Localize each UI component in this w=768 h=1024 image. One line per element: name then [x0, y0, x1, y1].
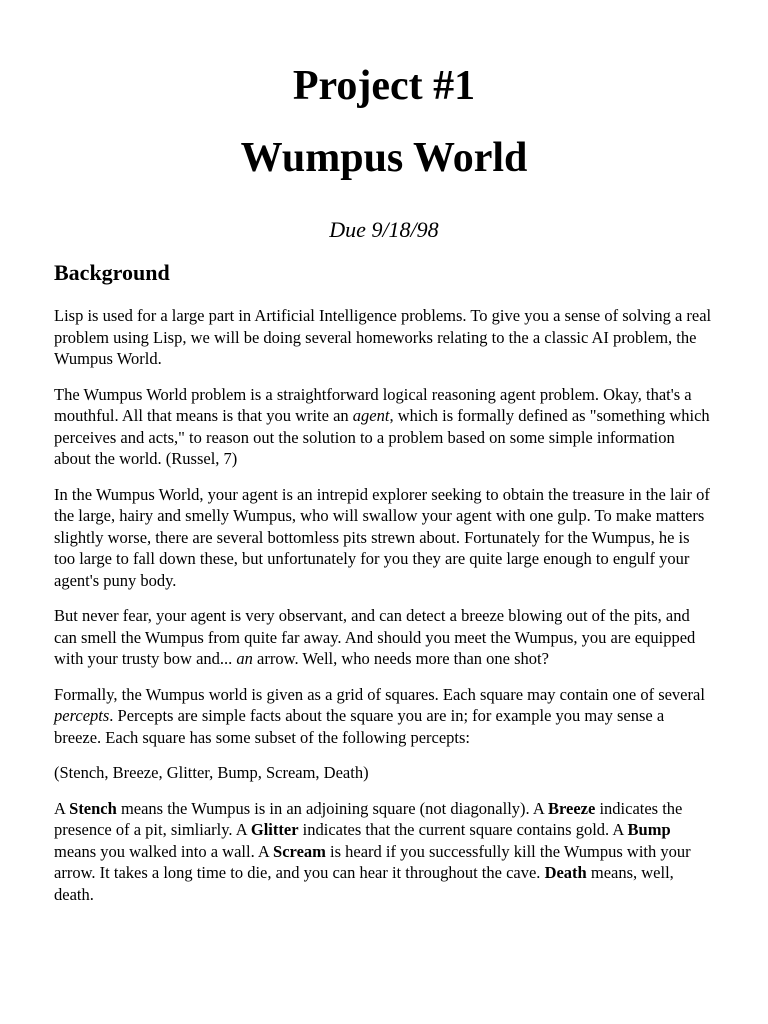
title-line-1: Project #1	[292, 63, 476, 109]
paragraph-intro: Lisp is used for a large part in Artificial Intelligence problems. To give you a sense of solving a real problem using Lisp, we will be doing several homeworks relating to the a classic AI problem, the Wumpus World.	[54, 306, 712, 368]
due-date: Due 9/18/98	[329, 217, 439, 242]
paragraph-text: means, well, death.	[54, 863, 674, 904]
paragraph-text: The Wumpus World problem is a straightforward logical reasoning agent problem. Okay, that's a mouthful. All that means is that you write an	[54, 384, 692, 425]
paragraph-problem-definition	[54, 384, 714, 470]
paragraph-text: . Percepts are simple facts about the square you are in; for example you may sense a breeze. Each square has some subset of the following percepts:	[54, 706, 665, 747]
paragraph-text: But never fear, your agent is very observant, and can detect a breeze blowing out of the pits, and can smell the Wumpus from quite far away. And should you meet the Wumpus, you are equipped with your trusty bow and...	[54, 606, 696, 668]
paragraph-text: means the Wumpus is in an adjoining square (not diagonally). A	[116, 798, 548, 818]
section-heading-background: Background	[54, 260, 170, 285]
emphasis-percepts: percepts	[54, 706, 110, 725]
paragraph-text: is heard if you successfully kill the Wumpus with your arrow. It takes a long time to die, and you can hear it throughout the cave.	[54, 841, 691, 882]
paragraph-observant-agent	[54, 605, 714, 670]
emphasis-an: an	[236, 649, 253, 668]
paragraph-percept-definitions	[54, 798, 714, 906]
paragraph-scenario: In the Wumpus World, your agent is an intrepid explorer seeking to obtain the treasure in the lair of the large, hairy and smelly Wumpus, who will swallow your agent with one gulp. To make matters slightly worse, there are several bottomless pits strewn about. Fortunately for the Wumpus, he is too large to fall down these, but unfortunately for you they are quite large enough to engulf your agent's puny body.	[54, 484, 710, 590]
paragraph-text: A	[54, 798, 70, 818]
paragraph-text: arrow. Well, who needs more than one shot?	[252, 649, 549, 668]
emphasis-agent: agent	[352, 406, 390, 425]
term-death: Death	[544, 863, 587, 882]
paragraph-text: indicates that the current square contains gold. A	[298, 820, 628, 839]
title-line-2: Wumpus World	[240, 135, 528, 181]
term-bump: Bump	[627, 820, 671, 839]
paragraph-text: , which is formally defined as "something which perceives and acts," to reason out the solution to a problem based on some simple information about the world. (Russel, 7)	[54, 406, 710, 468]
term-glitter: Glitter	[250, 820, 299, 839]
paragraph-text: Formally, the Wumpus world is given as a grid of squares. Each square may contain one of several	[54, 684, 705, 704]
term-stench: Stench	[69, 798, 117, 818]
term-breeze: Breeze	[548, 798, 596, 818]
paragraph-text: means you walked into a wall. A	[54, 841, 274, 861]
term-scream: Scream	[273, 841, 326, 861]
percepts-list: (Stench, Breeze, Glitter, Bump, Scream, Death)	[54, 763, 369, 782]
paragraph-percepts-intro	[54, 684, 714, 749]
paragraph-text: indicates the presence of a pit, simliarly. A	[54, 798, 683, 839]
